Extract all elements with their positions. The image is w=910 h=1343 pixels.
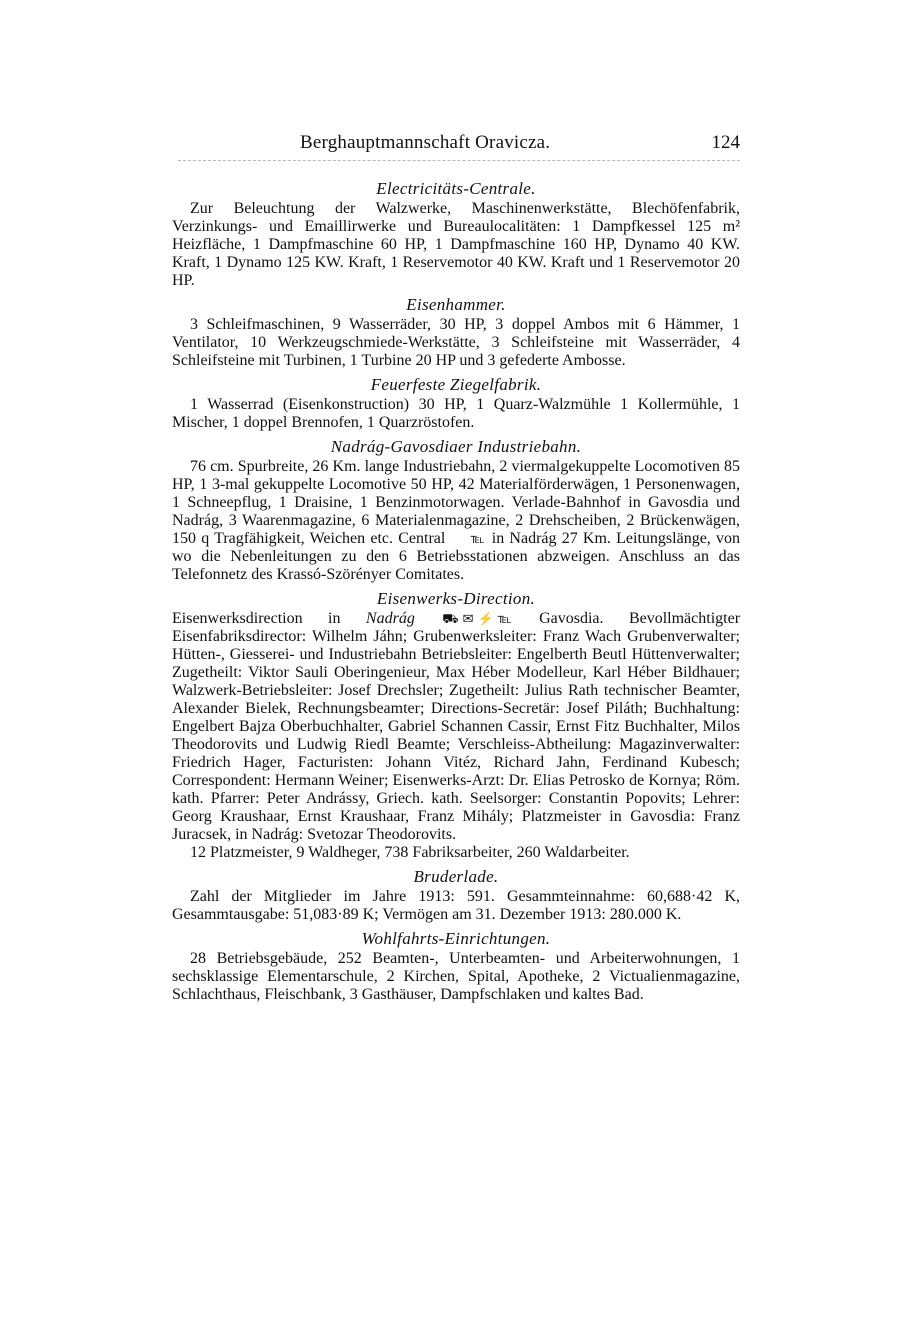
direction-text: Gavosdia. Bevollmächtigter Eisenfabriksdirector: Wilhelm Jáhn; Grubenwerksleiter: Franz Wach Grubenverwalter; Hütten-, Giesserei- und Industriebahn Betriebsleiter: Engelberth Beutl Hüttenverwalter; Zugetheilt: Viktor Sauli Oberingenieur, Max Héber Modelleur, Karl Héber Bildhauer; Walzwerk-Betriebsleiter: Josef Drechsler; Zugetheilt: Julius Rath technischer Beamter, Alexander Bielek, Rechnungsbeamter; Directions-Secretär: Josef Piláth; Buchhaltung: Engelbert Bajza Oberbuchhalter, Gabriel Schannen Cassir, Ernst Fitz Buchhalter, Milos Theodorovits und Ludwig Riedl Beamte; Verschleiss-Abtheilung: Magazinverwalter: Friedrich Hager, Facturisten: Johann Vitéz, Richard Jahn, Ferdinand Kubesch; Correspondent: Hermann Weiner; Eisenwerks-Arzt: Dr. Elias Petrosko de Kornya; Röm. kath. Pfarrer: Peter Andrássy, Griech. kath. Seelsorger: Constantin Popovits; Lehrer: Georg Kraushaar, Ernst Kraushaar, Franz Mihály; Platzmeister in Gavosdia: Franz Juracsek, in Nadrág: Svetozar Theodorovits.: [172, 610, 741, 843]
bahn-text-before: 76 cm. Spurbreite, 26 Km. lange Industriebahn, 2 viermalgekuppelte Locomotiven 85 HP, 1 3-mal gekuppelte Locomotive 50 HP, 42 Materialförderwägen, 1 Personenwagen, 1 Schneepflug, 1 Draisine, 1 Benzinmotorwagen. Verlade-Bahnhof in Gavosdia und Nadrág, 3 Waarenmagazine, 6 Materialenmagazine, 2 Drehscheiben, 2 Brückenwägen, 150 q Tragfähigkeit, Weichen etc. Central: [172, 458, 740, 547]
page-number: 124: [711, 132, 740, 153]
paragraph-hammer: 3 Schleifmaschinen, 9 Wasserräder, 30 HP, 3 doppel Ambos mit 6 Hämmer, 1 Ventilator, 10 Werkzeugschmiede-Werkstätte, 3 Schleifsteine mit Wasserräder, 4 Schleifsteine mit Turbinen, 1 Turbine 20 HP und 3 gefederte Ambosse.: [172, 316, 740, 369]
paragraph-direction: [172, 610, 740, 844]
direction-place: Nadrág: [365, 610, 415, 627]
section-heading-direction: Eisenwerks-Direction.: [376, 589, 536, 608]
telephone-icon: ℡: [470, 531, 485, 546]
paragraph-wohlfahrt: 28 Betriebsgebäude, 252 Beamten-, Unterbeamten- und Arbeiterwohnungen, 1 sechsklassige Elementarschule, 2 Kirchen, Spital, Apotheke, 2 Victualienmagazine, Schlachthaus, Fleischbank, 3 Gasthäuser, Dampfschlaken und kaltes Bad.: [172, 950, 740, 1003]
paragraph-staff: 12 Platzmeister, 9 Waldheger, 738 Fabriksarbeiter, 260 Waldarbeiter.: [190, 844, 630, 861]
paragraph-electric: Zur Beleuchtung der Walzwerke, Maschinenwerkstätte, Blechöfenfabrik, Verzinkungs- und Emaillirwerke und Bureaulocalitäten: 1 Dampfkessel 125 m² Heizfläche, 1 Dampfmaschine 60 HP, 1 Dampfmaschine 160 HP, Dynamo 40 KW. Kraft, 1 Dynamo 125 KW. Kraft, 1 Reservemotor 40 KW. Kraft und 1 Reservemotor 20 HP.: [172, 200, 740, 289]
bahn-text-after: in Nadrág 27 Km. Leitungslänge, von wo die Nebenleitungen zu den 6 Betriebsstationen abzweigen. Anschluss an das Telefonnetz des Krassó-Szörényer Comitates.: [172, 530, 741, 583]
railway-icon: ⛟: [442, 611, 459, 626]
paragraph-bahn: [172, 458, 740, 584]
section-heading-electric: Electricitäts-Centrale.: [376, 179, 536, 198]
section-heading-bahn: Nadrág-Gavosdiaer Industriebahn.: [330, 437, 582, 456]
section-heading-wohlfahrt: Wohlfahrts-Einrichtungen.: [361, 929, 551, 948]
section-heading-hammer: Eisenhammer.: [406, 295, 506, 314]
direction-line-start: Eisenwerksdirection in: [172, 610, 341, 627]
telegraph-icon: ⚡: [477, 611, 494, 626]
telephone-icon-2: ℡: [497, 611, 512, 626]
section-heading-ziegel: Feuerfeste Ziegelfabrik.: [370, 375, 542, 394]
page-header: [178, 128, 740, 158]
header-rule: [178, 160, 740, 161]
running-title: Berghauptmannschaft Oravicza.: [300, 132, 551, 153]
post-icon: ✉: [462, 611, 474, 626]
paragraph-ziegel: 1 Wasserrad (Eisenkonstruction) 30 HP, 1 Quarz-Walzmühle 1 Kollermühle, 1 Mischer, 1 doppel Brennofen, 1 Quarzröstofen.: [172, 396, 740, 431]
page-body: [172, 180, 740, 1004]
paragraph-bruderlade: Zahl der Mitglieder im Jahre 1913: 591. Gesammteinnahme: 60,688·42 K, Gesammtausgabe: 51,083·89 K; Vermögen am 31. Dezember 1913: 280.000 K.: [172, 888, 740, 923]
section-heading-bruderlade: Bruderlade.: [413, 867, 499, 886]
